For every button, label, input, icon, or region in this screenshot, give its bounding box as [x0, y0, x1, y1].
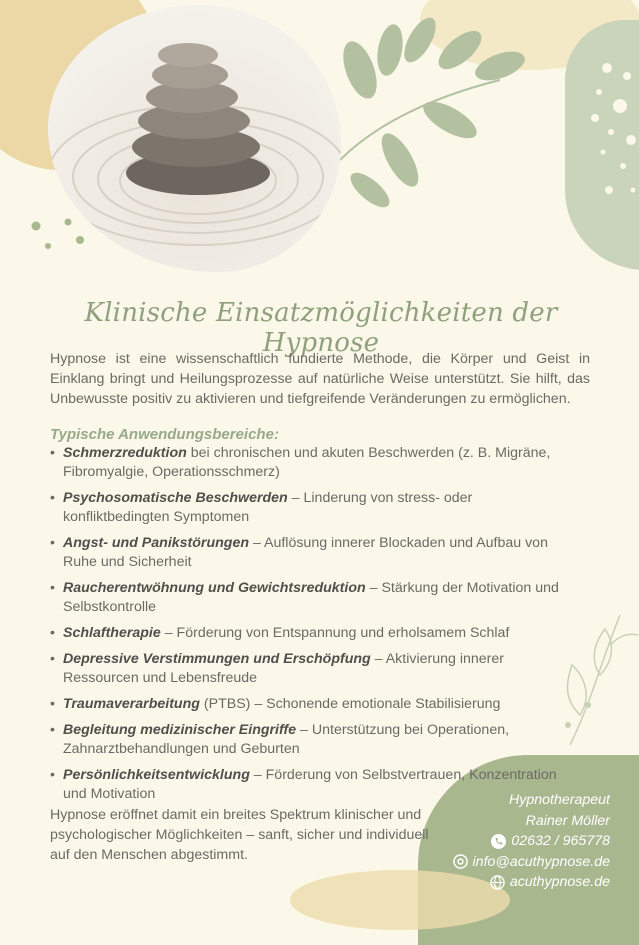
list-item	[50, 624, 560, 643]
contact-email: info@acuthypnose.de	[472, 853, 610, 870]
list-item	[50, 534, 560, 572]
contact-email-row[interactable]	[440, 852, 610, 873]
list-item-text: – Schonende emotionale Stabilisierung	[250, 696, 501, 712]
list-item	[50, 444, 560, 482]
list-item-term: Raucherentwöhnung und Gewichtsreduktion	[63, 580, 366, 596]
contact-website: acuthypnose.de	[509, 874, 610, 890]
list-item	[50, 650, 560, 688]
page-title: Klinische Einsatzmöglichkeiten der Hypnose	[84, 298, 558, 358]
application-list	[50, 444, 560, 804]
closing-paragraph: Hypnose eröffnet damit ein breites Spektrum klinischer und psychologischer Möglichkeiten – sanft, sicher und individuell auf den Menschen abgestimmt.	[50, 807, 429, 863]
contact-phone-row[interactable]	[440, 831, 610, 852]
list-item-text: bei chronischen und akuten Beschwerden (z. B. Migräne, Fibromyalgie, Operationsschmerz)	[63, 445, 551, 480]
list-item-text: – Auflösung innerer Blockaden und Aufbau von Ruhe und Sicherheit	[63, 535, 548, 570]
list-item	[50, 721, 560, 759]
phone-icon	[491, 834, 506, 849]
list-item-term: Schmerzreduktion	[63, 445, 187, 461]
list-item	[50, 579, 560, 617]
list-item-text: – Aktivierung innerer Ressourcen und Lebensfreude	[63, 651, 504, 686]
dot-pattern-right	[565, 40, 639, 210]
contact-website-row[interactable]	[440, 872, 610, 893]
list-item-term: Begleitung medizinischer Eingriffe	[63, 722, 297, 738]
list-item-term: Psychosomatische Beschwerden	[63, 490, 288, 506]
list-item-text: – Förderung von Selbstvertrauen, Konzentration und Motivation	[63, 767, 557, 802]
contact-block	[440, 790, 610, 893]
list-item	[50, 695, 560, 714]
email-icon	[453, 854, 468, 869]
list-item-term: Angst- und Panikstörungen	[63, 535, 250, 551]
contact-role: Hypnotherapeut	[509, 792, 610, 808]
list-item-term: Depressive Verstimmungen und Erschöpfung	[63, 651, 371, 667]
list-item-text: – Linderung von stress- oder konfliktbedingten Symptomen	[63, 490, 473, 525]
list-heading: Typische Anwendungsbereiche:	[50, 426, 279, 443]
list-item-term: Persönlichkeitsentwicklung	[63, 767, 250, 783]
faint-leaves-illustration	[560, 605, 639, 755]
list-item-extra: (PTBS)	[199, 696, 251, 712]
list-item-term: Schlaftherapie	[63, 625, 161, 641]
list-item-text: – Unterstützung bei Operationen, Zahnarztbehandlungen und Geburten	[63, 722, 510, 757]
list-item-text: – Förderung von Entspannung und erholsamem Schlaf	[160, 625, 510, 641]
list-item	[50, 489, 560, 527]
contact-name: Rainer Möller	[525, 812, 610, 829]
intro-paragraph: Hypnose ist eine wissenschaftlich fundierte Methode, die Körper und Geist in Einklang bringt und Heilungsprozesse auf natürliche Weise unterstützt. Sie hilft, das Unbewusste positiv zu aktivieren und tiefgreifende Veränderungen zu ermöglichen.	[50, 351, 590, 407]
contact-phone: 02632 / 965778	[511, 833, 610, 849]
list-item-term: Traumaverarbeitung	[63, 696, 200, 712]
list-item-text: – Stärkung der Motivation und Selbstkontrolle	[63, 580, 559, 615]
globe-icon	[490, 875, 505, 890]
